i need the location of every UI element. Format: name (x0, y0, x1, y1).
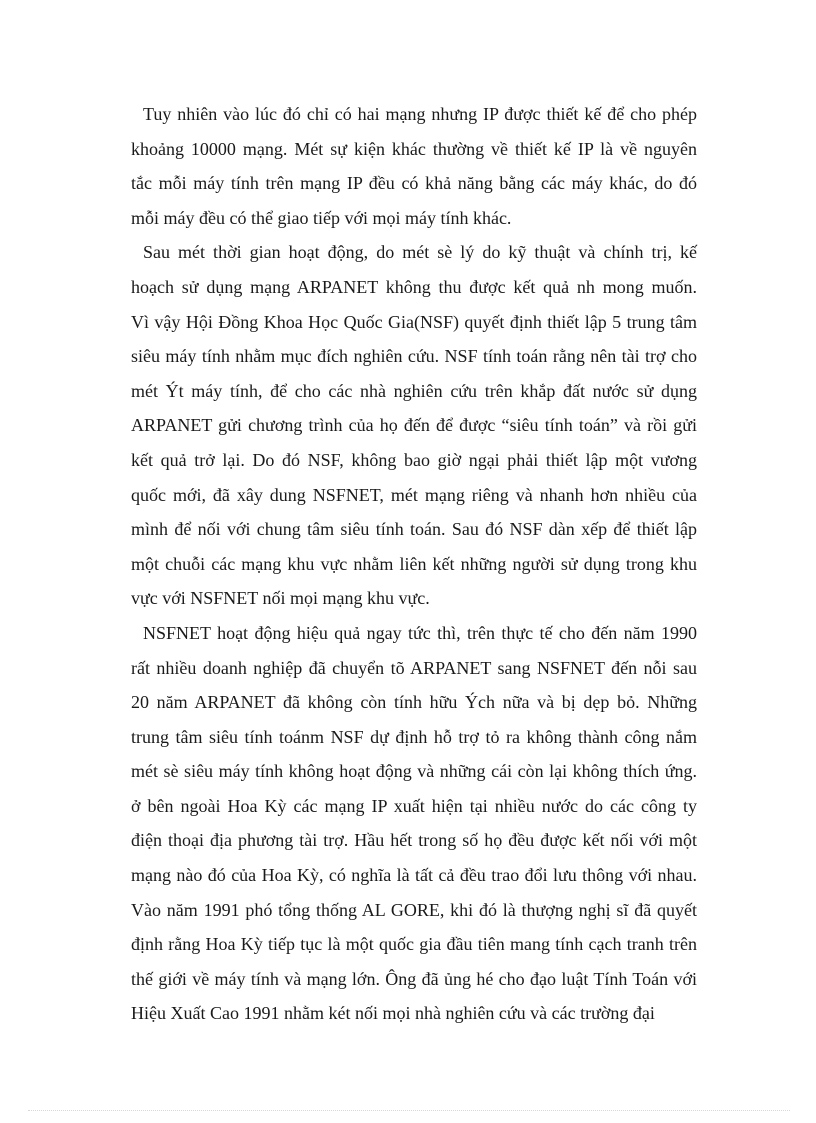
paragraph-line: mét sè siêu máy tính không hoạt động và những cái còn lại không thích ứng. (131, 761, 697, 782)
paragraph-line: Vì vậy Hội Đồng Khoa Học Quốc Gia(NSF) quyết định thiết lập 5 trung tâm (131, 311, 697, 332)
paragraph-line: vực với NSFNET nối mọi mạng khu vực. (131, 588, 430, 609)
paragraph-line: rất nhiều doanh nghiệp đã chuyển tõ ARPANET sang NSFNET đến nỗi sau (131, 657, 697, 678)
paragraph-line: NSFNET hoạt động hiệu quả ngay tức thì, trên thực tế cho đến năm 1990 (143, 622, 697, 643)
paragraph-line: ARPANET gửi chương trình của họ đến để được “siêu tính toán” và rồi gửi (131, 415, 697, 436)
paragraph-line: siêu máy tính nhằm mục đích nghiên cứu. NSF tính toán rằng nên tài trợ cho (131, 346, 697, 367)
paragraph-line: Tuy nhiên vào lúc đó chỉ có hai mạng nhưng IP được thiết kế để cho phép (143, 104, 697, 124)
paragraph-line: kết quả trở lại. Do đó NSF, không bao giờ ngại phải thiết lập một vương (131, 449, 697, 470)
paragraph-line: một chuỗi các mạng khu vực nhằm liên kết những người sử dụng trong khu (131, 553, 697, 574)
paragraph-line: Vào năm 1991 phó tổng thống AL GORE, khi đó là thượng nghị sĩ đã quyết (131, 899, 697, 920)
paragraph-line: thế giới về máy tính và mạng lớn. Ông đã ủng hé cho đạo luật Tính Toán với (131, 968, 697, 989)
body-text (131, 97, 697, 1031)
paragraph-3 (131, 616, 697, 1031)
paragraph-line: định rằng Hoa Kỳ tiếp tục là một quốc gia đầu tiên mang tính cạch tranh trên (131, 934, 697, 955)
paragraph-line: quốc mới, đã xây dung NSFNET, mét mạng riêng và nhanh hơn nhiều của (131, 484, 697, 505)
paragraph-line: tắc mỗi máy tính trên mạng IP đều có khả năng bằng các máy khác, do đó (131, 173, 697, 194)
paragraph-line: mỗi máy đều có thể giao tiếp với mọi máy tính khác. (131, 207, 512, 228)
paragraph-line: hoạch sử dụng mạng ARPANET không thu được kết quả nh mong muốn. (131, 276, 697, 297)
paragraph-line: mình để nối với chung tâm siêu tính toán. Sau đó NSF dàn xếp để thiết lập (131, 519, 697, 540)
paragraph-line: Hiệu Xuất Cao 1991 nhằm két nối mọi nhà nghiên cứu và các trường đại (131, 1003, 655, 1024)
page-bottom-divider (28, 1110, 790, 1111)
paragraph-line: Sau mét thời gian hoạt động, do mét sè lý do kỹ thuật và chính trị, kế (143, 242, 697, 263)
paragraph-line: trung tâm siêu tính toánm NSF dự định hỗ trợ tỏ ra không thành công nắm (131, 726, 697, 747)
paragraph-line: 20 năm ARPANET đã không còn tính hữu Ých nữa và bị dẹp bỏ. Những (131, 692, 697, 713)
paragraph-2 (131, 235, 697, 616)
paragraph-line: mạng nào đó của Hoa Kỳ, có nghĩa là tất cả đều trao đổi lưu thông với nhau. (131, 865, 697, 886)
paragraph-1 (131, 97, 697, 235)
paragraph-line: mét Ýt máy tính, để cho các nhà nghiên cứu trên khắp đất nước sử dụng (131, 380, 697, 401)
paragraph-line: điện thoại địa phương tài trợ. Hầu hết trong số họ đều được kết nối với một (131, 830, 697, 851)
paragraph-line: ở bên ngoài Hoa Kỳ các mạng IP xuất hiện tại nhiều nước do các công ty (131, 795, 697, 816)
paragraph-line: khoảng 10000 mạng. Mét sự kiện khác thường về thiết kế IP là về nguyên (131, 138, 697, 159)
